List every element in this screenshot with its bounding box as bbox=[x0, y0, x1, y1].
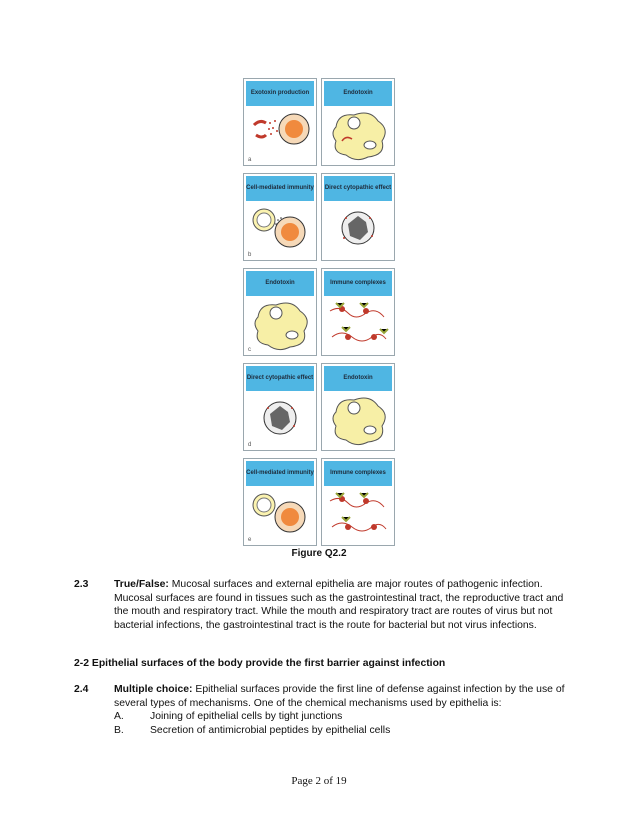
question-2-3 bbox=[74, 578, 574, 632]
panel-e-left-title: Cell-mediated immunity bbox=[246, 461, 314, 486]
cytopathic-cell-illustration bbox=[244, 392, 316, 448]
answer-option bbox=[114, 724, 574, 738]
question-number: 2.4 bbox=[74, 684, 89, 695]
question-body bbox=[114, 683, 574, 737]
panel-d-right bbox=[321, 363, 395, 451]
endotoxin-macrophage-illustration bbox=[322, 107, 394, 163]
panel-b-right bbox=[321, 173, 395, 261]
exotoxin-cell-illustration bbox=[244, 107, 316, 163]
question-2-4 bbox=[74, 683, 574, 737]
panel-b-left-title: Cell-mediated immunity bbox=[246, 176, 314, 201]
cell-mediated-immunity-illustration bbox=[244, 487, 316, 543]
panel-e-left bbox=[243, 458, 317, 546]
immune-complex-illustration bbox=[322, 297, 394, 353]
panel-b-right-title: Direct cytopathic effect bbox=[324, 176, 392, 201]
option-letter: B. bbox=[114, 724, 124, 736]
panel-d-left bbox=[243, 363, 317, 451]
panel-a-left bbox=[243, 78, 317, 166]
immune-complex-illustration bbox=[322, 487, 394, 543]
panel-a-right-title: Endotoxin bbox=[324, 81, 392, 106]
panel-a-letter: a bbox=[248, 157, 252, 163]
panel-c-right bbox=[321, 268, 395, 356]
question-text: Mucosal surfaces and external epithelia are major routes of pathogenic infection. Mucosal surfaces are found in tissues such as the gastrointestinal tract, the reproductive tract and the mouth and respiratory tract. While the mouth and respiratory tract are routes of virus but not bacterial infections, the gastrointestinal tract is the route for bacterial but not virus infections. bbox=[114, 579, 564, 631]
answer-option bbox=[114, 710, 574, 724]
question-text: Epithelial surfaces provide the first line of defense against infection by the use of several types of mechanisms. One of the chemical mechanisms used by epithelia is: bbox=[114, 684, 565, 709]
question-body bbox=[114, 578, 574, 632]
option-text: Joining of epithelial cells by tight junctions bbox=[150, 711, 343, 723]
panel-c-left-title: Endotoxin bbox=[246, 271, 314, 296]
panel-a-right bbox=[321, 78, 395, 166]
option-text: Secretion of antimicrobial peptides by epithelial cells bbox=[150, 724, 391, 736]
question-type: True/False: bbox=[114, 579, 169, 590]
figure-q2-2 bbox=[243, 78, 395, 543]
option-letter: A. bbox=[114, 711, 124, 723]
panel-c-letter: c bbox=[248, 347, 251, 353]
panel-d-left-title: Direct cytopathic effect bbox=[246, 366, 314, 391]
panel-e-right bbox=[321, 458, 395, 546]
panel-c-left bbox=[243, 268, 317, 356]
endotoxin-macrophage-illustration bbox=[244, 297, 316, 353]
endotoxin-macrophage-illustration bbox=[322, 392, 394, 448]
figure-panel-a bbox=[243, 78, 395, 166]
panel-b-letter: b bbox=[248, 252, 252, 258]
figure-caption: Figure Q2.2 bbox=[291, 548, 347, 559]
question-type: Multiple choice: bbox=[114, 684, 193, 695]
panel-b-left bbox=[243, 173, 317, 261]
panel-e-right-title: Immune complexes bbox=[324, 461, 392, 486]
figure-panel-b bbox=[243, 173, 395, 261]
panel-d-letter: d bbox=[248, 442, 252, 448]
figure-panel-c bbox=[243, 268, 395, 356]
figure-panel-e bbox=[243, 458, 395, 546]
panel-c-right-title: Immune complexes bbox=[324, 271, 392, 296]
panel-a-left-title: Exotoxin production bbox=[246, 81, 314, 106]
cell-mediated-immunity-illustration bbox=[244, 202, 316, 258]
question-number: 2.3 bbox=[74, 579, 89, 590]
panel-e-letter: e bbox=[248, 537, 252, 543]
page-footer: Page 2 of 19 bbox=[291, 775, 347, 787]
section-heading: 2-2 Epithelial surfaces of the body provide the first barrier against infection bbox=[74, 658, 446, 669]
cytopathic-cell-illustration bbox=[322, 202, 394, 258]
figure-panel-d bbox=[243, 363, 395, 451]
panel-d-right-title: Endotoxin bbox=[324, 366, 392, 391]
